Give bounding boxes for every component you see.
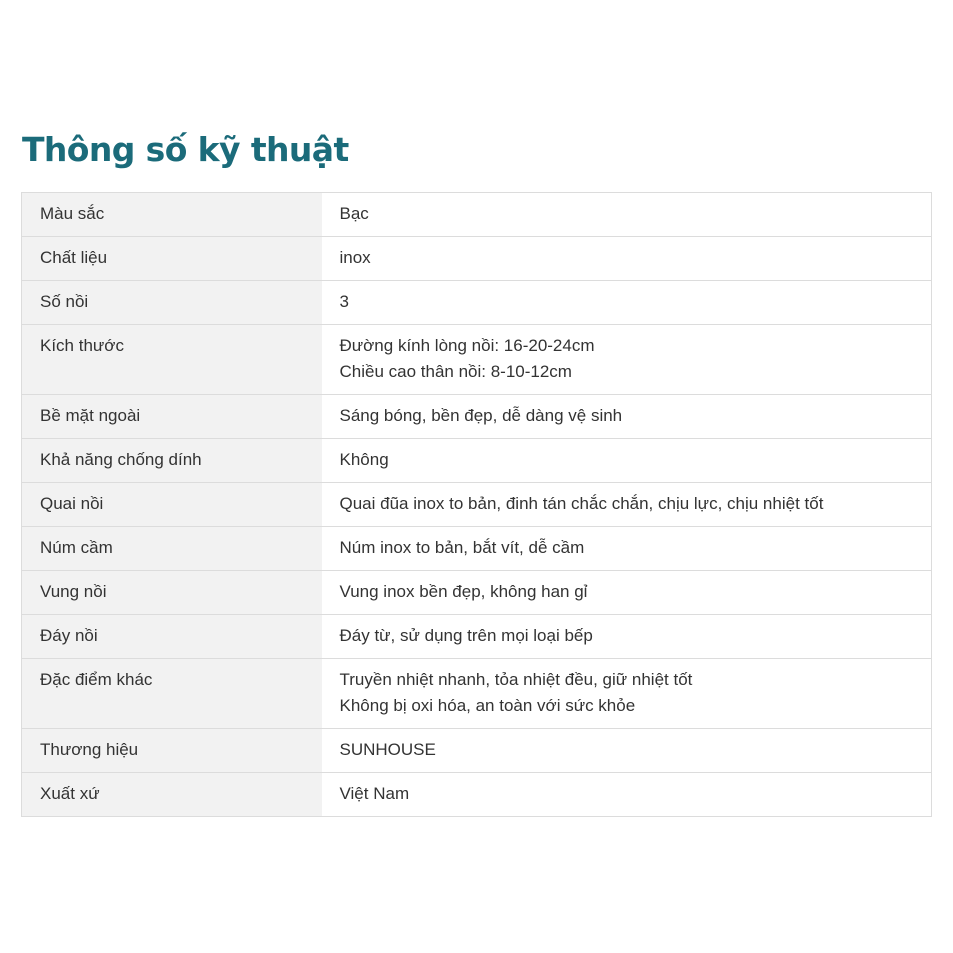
spec-value (322, 659, 932, 729)
spec-value-line: 3 (339, 292, 349, 311)
spec-row-pot-count (22, 281, 932, 325)
spec-value-line: Bạc (339, 204, 369, 223)
spec-label: Quai nồi (22, 483, 322, 527)
spec-label: Màu sắc (22, 193, 322, 237)
spec-value (322, 395, 932, 439)
spec-value-line: Không bị oxi hóa, an toàn với sức khỏe (339, 696, 636, 715)
spec-row-other-features (22, 659, 932, 729)
spec-value (322, 773, 932, 817)
spec-value (322, 325, 932, 395)
spec-label: Đặc điểm khác (22, 659, 322, 729)
spec-value (322, 571, 932, 615)
spec-value (322, 615, 932, 659)
spec-row-brand (22, 729, 932, 773)
spec-value-line: Chiều cao thân nồi: 8-10-12cm (339, 362, 572, 381)
spec-row-nonstick (22, 439, 932, 483)
spec-value (322, 483, 932, 527)
spec-value-line: Quai đũa inox to bản, đinh tán chắc chắn, chịu lực, chịu nhiệt tốt (339, 494, 824, 513)
spec-table (21, 192, 932, 817)
spec-row-lid (22, 571, 932, 615)
spec-label: Bề mặt ngoài (22, 395, 322, 439)
spec-row-material (22, 237, 932, 281)
spec-label: Xuất xứ (22, 773, 322, 817)
spec-row-color (22, 193, 932, 237)
spec-value (322, 281, 932, 325)
spec-value-line: Núm inox to bản, bắt vít, dễ cầm (339, 538, 585, 557)
spec-value-line: Không (339, 450, 389, 469)
spec-row-knob (22, 527, 932, 571)
spec-value-line: Việt Nam (339, 784, 410, 803)
spec-row-surface (22, 395, 932, 439)
spec-value (322, 729, 932, 773)
spec-value-line: Đáy từ, sử dụng trên mọi loại bếp (339, 626, 593, 645)
spec-value-line: Vung inox bền đẹp, không han gỉ (339, 582, 588, 601)
spec-label: Đáy nồi (22, 615, 322, 659)
spec-value-line: Đường kính lòng nồi: 16-20-24cm (339, 336, 595, 355)
spec-label: Số nồi (22, 281, 322, 325)
spec-value (322, 527, 932, 571)
spec-value-line: SUNHOUSE (339, 740, 436, 759)
spec-row-origin (22, 773, 932, 817)
spec-label: Vung nồi (22, 571, 322, 615)
spec-value-line: Truyền nhiệt nhanh, tỏa nhiệt đều, giữ nhiệt tốt (339, 670, 693, 689)
page-title: Thông số kỹ thuật (22, 130, 349, 169)
spec-label: Chất liệu (22, 237, 322, 281)
spec-value-line: inox (339, 248, 371, 267)
spec-value (322, 237, 932, 281)
spec-value-line: Sáng bóng, bền đẹp, dễ dàng vệ sinh (339, 406, 623, 425)
spec-label: Núm cầm (22, 527, 322, 571)
spec-row-size (22, 325, 932, 395)
spec-label: Thương hiệu (22, 729, 322, 773)
spec-label: Khả năng chống dính (22, 439, 322, 483)
spec-row-handle (22, 483, 932, 527)
spec-value (322, 439, 932, 483)
spec-label: Kích thước (22, 325, 322, 395)
spec-row-base (22, 615, 932, 659)
spec-value (322, 193, 932, 237)
